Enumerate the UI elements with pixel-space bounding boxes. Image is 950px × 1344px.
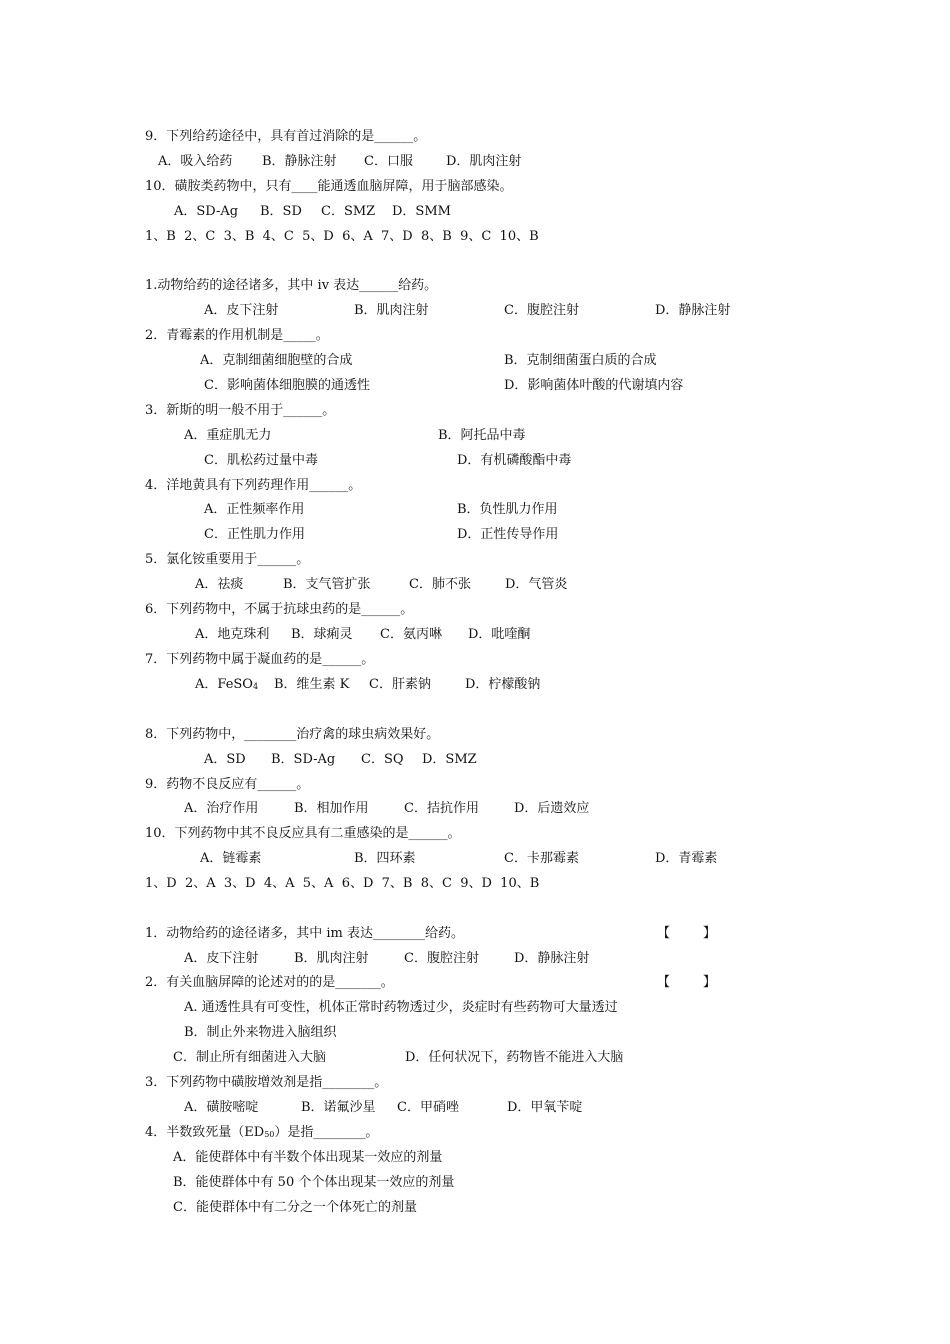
option-a: A. 通透性具有可变性，机体正常时药物透过少，炎症时有些药物可大量透过 <box>184 1000 618 1015</box>
option-a: A．皮下注射 <box>184 951 259 966</box>
option-a: A．祛痰 <box>195 577 244 592</box>
option-c: C．氨丙啉 <box>380 627 442 642</box>
option-c: C．腹腔注射 <box>504 303 579 318</box>
option-d: D．有机磷酸酯中毒 <box>457 453 572 468</box>
option-d: D．肌肉注射 <box>446 154 522 169</box>
answer-bracket: 【 】 <box>657 926 717 941</box>
option-a: A．链霉素 <box>200 851 262 866</box>
option-c: C．卡那霉素 <box>504 851 579 866</box>
option-a: A．磺胺嘧啶 <box>184 1100 259 1115</box>
stem-part: ）是指________。 <box>274 1125 379 1140</box>
option-b: B．阿托品中毒 <box>438 428 526 443</box>
option-c: C．SMZ <box>321 204 376 219</box>
option-b: B．四环素 <box>354 851 416 866</box>
option-b: B．维生素 K <box>274 677 350 692</box>
option-b: B．SD-Ag <box>271 752 336 767</box>
option-b: B．相加作用 <box>294 801 369 816</box>
option-d: D．静脉注射 <box>514 951 590 966</box>
option-c: C．腹腔注射 <box>404 951 479 966</box>
option-b: B．肌肉注射 <box>294 951 369 966</box>
option-b: B．肌肉注射 <box>354 303 429 318</box>
stem-part: 4．半数致死量（ED <box>145 1125 265 1140</box>
question-stem: 2．青霉素的作用机制是_____。 <box>145 328 329 343</box>
option-a <box>195 676 258 696</box>
option-a: A．皮下注射 <box>204 303 279 318</box>
question-stem: 8．下列药物中，________治疗禽的球虫病效果好。 <box>145 727 440 742</box>
question-stem: 3．新斯的明一般不用于______。 <box>145 403 336 418</box>
option-d: D．SMM <box>392 204 451 219</box>
option-b: B．静脉注射 <box>262 154 337 169</box>
subscript: 50 <box>264 1130 275 1139</box>
option-d: D．吡喹酮 <box>468 627 531 642</box>
question-stem <box>145 1124 378 1144</box>
option-c: C．影响菌体细胞膜的通透性 <box>204 378 370 393</box>
option-b: B．支气管扩张 <box>283 577 371 592</box>
option-a: A．吸入给药 <box>158 154 233 169</box>
option-d: D．气管炎 <box>505 577 568 592</box>
question-stem: 4．洋地黄具有下列药理作用______。 <box>145 478 362 493</box>
option-b: B．克制细菌蛋白质的合成 <box>504 353 657 368</box>
question-stem: 10．磺胺类药物中，只有____能通透血脑屏障，用于脑部感染。 <box>145 179 513 194</box>
option-c: C．拮抗作用 <box>404 801 479 816</box>
option-b: B．制止外来物进入脑组织 <box>184 1025 337 1040</box>
option-d: D．静脉注射 <box>655 303 731 318</box>
option-a: A．正性频率作用 <box>204 502 305 517</box>
option-c: C．SQ <box>361 752 404 767</box>
question-stem: 6．下列药物中，不属于抗球虫药的是______。 <box>145 602 414 617</box>
option-d: D．影响菌体叶酸的代谢填内容 <box>504 378 684 393</box>
option-b: B．诺氟沙星 <box>301 1100 376 1115</box>
option-b: B．负性肌力作用 <box>457 502 558 517</box>
answer-key: 1、B 2、C 3、B 4、C 5、D 6、A 7、D 8、B 9、C 10、B <box>145 229 539 244</box>
question-stem: 1.动物给药的途径诸多，其中 iv 表达______给药。 <box>145 278 438 293</box>
question-stem: 3．下列药物中磺胺增效剂是指________。 <box>145 1075 388 1090</box>
question-stem: 2．有关血脑屏障的论述对的的是_______。 <box>145 975 394 990</box>
question-stem: 9．下列给药途径中，具有首过消除的是______。 <box>145 129 427 144</box>
option-c: C．正性肌力作用 <box>204 527 305 542</box>
option-d: D．柠檬酸钠 <box>465 677 541 692</box>
option-d: D．后遗效应 <box>514 801 590 816</box>
subscript: 4 <box>252 682 259 691</box>
option-a: A．克制细菌细胞壁的合成 <box>200 353 353 368</box>
option-d: D．任何状况下，药物皆不能进入大脑 <box>405 1050 624 1065</box>
option-d: D．甲氧苄啶 <box>507 1100 583 1115</box>
question-stem: 1．动物给药的途径诸多，其中 im 表达________给药。 <box>145 926 465 941</box>
option-b: B．能使群体中有 50 个个体出现某一效应的剂量 <box>173 1175 455 1190</box>
question-stem: 5．氯化铵重要用于______。 <box>145 552 310 567</box>
question-stem: 7．下列药物中属于凝血药的是______。 <box>145 652 375 667</box>
question-stem: 9．药物不良反应有______。 <box>145 777 310 792</box>
option-d: D．SMZ <box>422 752 477 767</box>
option-a: A．重症肌无力 <box>184 428 272 443</box>
answer-bracket: 【 】 <box>657 975 717 990</box>
option-d: D．青霉素 <box>655 851 718 866</box>
option-c: C．肌松药过量中毒 <box>204 453 318 468</box>
option-d: D．正性传导作用 <box>457 527 559 542</box>
question-stem: 10．下列药物中其不良反应具有二重感染的是______。 <box>145 826 461 841</box>
option-c: C．能使群体中有二分之一个体死亡的剂量 <box>173 1200 417 1215</box>
option-a: A．能使群体中有半数个体出现某一效应的剂量 <box>173 1150 443 1165</box>
option-a: A．地克珠利 <box>195 627 270 642</box>
option-b: B．球痢灵 <box>291 627 353 642</box>
option-b: B．SD <box>260 204 302 219</box>
option-c: C．甲硝唑 <box>397 1100 459 1115</box>
option-c: C．制止所有细菌进入大脑 <box>173 1050 326 1065</box>
answer-key: 1、D 2、A 3、D 4、A 5、A 6、D 7、B 8、C 9、D 10、B <box>145 876 540 891</box>
option-c: C．口服 <box>364 154 413 169</box>
option-a-text: A．FeSO <box>195 677 253 692</box>
option-c: C．肺不张 <box>409 577 471 592</box>
option-c: C．肝素钠 <box>369 677 431 692</box>
option-a: A．SD-Ag <box>174 204 239 219</box>
option-a: A．治疗作用 <box>184 801 259 816</box>
option-a: A．SD <box>204 752 246 767</box>
